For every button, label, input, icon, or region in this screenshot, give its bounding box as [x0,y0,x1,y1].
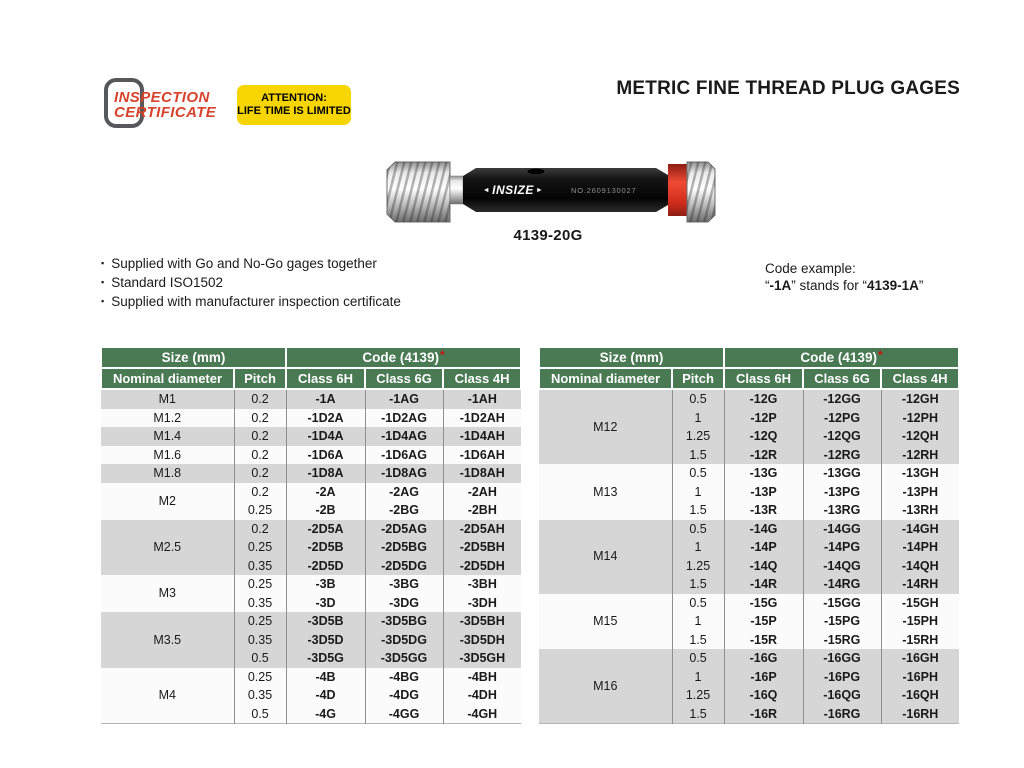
code-cell: -15R [724,631,803,650]
code-cell: -13GG [803,464,881,483]
feature-text: Supplied with Go and No-Go gages together [111,256,377,271]
code-cell: -3D5BH [443,612,521,631]
code-cell: -1D6AG [365,446,443,465]
code-cell: -13R [724,501,803,520]
code-cell: -12QG [803,427,881,446]
code-cell: -3D5GH [443,649,521,668]
code-cell: -14GH [881,520,959,539]
table-row [539,464,959,483]
code-cell: -15RH [881,631,959,650]
code-cell: -2AH [443,483,521,502]
table-header-group-row [101,347,521,368]
column-header: Class 4H [443,368,521,389]
code-cell: -3D [286,594,365,613]
code-cell: -14RG [803,575,881,594]
code-cell: -1D2AH [443,409,521,428]
table-row [101,575,521,594]
code-group-label: Code (4139) [800,350,877,365]
code-cell: -13PH [881,483,959,502]
pitch-cell: 0.2 [234,409,286,428]
code-cell: -16R [724,705,803,724]
feature-list [101,255,401,312]
feature-item [101,293,401,312]
code-cell: -4D [286,686,365,705]
code-cell: -14QG [803,557,881,576]
table-row [101,483,521,502]
pitch-cell: 1.5 [672,501,724,520]
code-cell: -15RG [803,631,881,650]
code-cell: -3D5G [286,649,365,668]
code-group-label: Code (4139) [362,350,439,365]
table-row [539,520,959,539]
code-cell: -1D4A [286,427,365,446]
attention-line2: LIFE TIME IS LIMITED [237,105,351,117]
pitch-cell: 1.5 [672,631,724,650]
code-cell: -16GH [881,649,959,668]
code-cell: -1D6A [286,446,365,465]
code-cell: -3D5GG [365,649,443,668]
code-cell: -12GH [881,389,959,409]
nominal-diameter-cell: M4 [101,668,234,724]
pitch-cell: 1 [672,538,724,557]
code-cell: -1AH [443,389,521,409]
pitch-cell: 0.2 [234,389,286,409]
code-cell: -14P [724,538,803,557]
code-cell: -16QH [881,686,959,705]
code-cell: -2B [286,501,365,520]
table-row [101,409,521,428]
code-cell: -14R [724,575,803,594]
pitch-cell: 0.5 [672,389,724,409]
pitch-cell: 0.5 [672,520,724,539]
pitch-cell: 0.35 [234,594,286,613]
size-group-header: Size (mm) [101,347,286,368]
code-cell: -16PG [803,668,881,687]
column-header: Pitch [234,368,286,389]
pitch-cell: 1 [672,612,724,631]
code-cell: -13RG [803,501,881,520]
pitch-cell: 0.2 [234,446,286,465]
nominal-diameter-cell: M13 [539,464,672,520]
code-cell: -2D5B [286,538,365,557]
table-header-group-row [539,347,959,368]
code-cell: -1A [286,389,365,409]
code-cell: -16QG [803,686,881,705]
code-cell: -12GG [803,389,881,409]
size-code-table-right [538,346,960,724]
code-cell: -2D5AH [443,520,521,539]
code-example-line [765,277,923,294]
pitch-cell: 1.25 [672,686,724,705]
column-header: Nominal diameter [539,368,672,389]
pitch-cell: 0.2 [234,483,286,502]
table-row [101,446,521,465]
pitch-cell: 0.2 [234,464,286,483]
code-cell: -2BG [365,501,443,520]
code-cell: -14PH [881,538,959,557]
left-arrow-icon: ◄ [482,186,491,194]
code-cell: -4DH [443,686,521,705]
nominal-diameter-cell: M1.6 [101,446,234,465]
nominal-diameter-cell: M1.4 [101,427,234,446]
code-short: -1A [769,278,792,293]
brand-logo [478,183,548,197]
feature-text: Standard ISO1502 [111,275,224,290]
code-cell: -12Q [724,427,803,446]
code-cell: -14RH [881,575,959,594]
code-cell: -3DG [365,594,443,613]
nominal-diameter-cell: M1 [101,389,234,409]
code-cell: -4B [286,668,365,687]
nominal-diameter-cell: M16 [539,649,672,724]
table-header-row [539,368,959,389]
pitch-cell: 1 [672,668,724,687]
attention-line1: ATTENTION: [261,92,327,104]
code-cell: -16G [724,649,803,668]
required-mark: * [439,348,445,362]
code-cell: -3D5DG [365,631,443,650]
code-cell: -15G [724,594,803,613]
feature-item [101,255,401,274]
pitch-cell: 0.25 [234,612,286,631]
feature-item [101,274,401,293]
code-cell: -4BH [443,668,521,687]
code-cell: -2D5BG [365,538,443,557]
column-header: Class 4H [881,368,959,389]
table-row [539,594,959,613]
brand-name: INSIZE [492,183,534,197]
code-cell: -2D5A [286,520,365,539]
code-cell: -1D2AG [365,409,443,428]
inspection-label: INSPECTION [114,89,210,106]
pitch-cell: 0.5 [672,464,724,483]
code-cell: -1D8A [286,464,365,483]
code-cell: -1D4AH [443,427,521,446]
pitch-cell: 1.25 [672,427,724,446]
table-row [101,427,521,446]
code-cell: -12RG [803,446,881,465]
code-cell: -1D6AH [443,446,521,465]
code-cell: -16P [724,668,803,687]
code-cell: -3D5D [286,631,365,650]
code-cell: -14QH [881,557,959,576]
pitch-cell: 0.35 [234,631,286,650]
stands-for-text: ” stands for “ [791,278,868,293]
code-cell: -2AG [365,483,443,502]
code-cell: -3D5BG [365,612,443,631]
nominal-diameter-cell: M2 [101,483,234,520]
nominal-diameter-cell: M15 [539,594,672,650]
quote: ” [918,278,924,293]
nominal-diameter-cell: M12 [539,389,672,464]
size-code-table [538,346,960,724]
column-header: Class 6G [803,368,881,389]
code-cell: -12PH [881,409,959,428]
column-header: Class 6H [724,368,803,389]
code-cell: -4G [286,705,365,724]
attention-badge [237,85,351,125]
size-code-table [100,346,522,724]
code-cell: -3BG [365,575,443,594]
column-header: Class 6H [286,368,365,389]
code-cell: -4GG [365,705,443,724]
code-cell: -15P [724,612,803,631]
pitch-cell: 0.5 [672,649,724,668]
code-cell: -15PG [803,612,881,631]
code-full: 4139-1A [867,278,919,293]
pitch-cell: 0.25 [234,668,286,687]
table-row [101,389,521,409]
certificate-label: CERTIFICATE [114,104,217,121]
column-header: Pitch [672,368,724,389]
code-example-label: Code example: [765,261,856,276]
column-header: Nominal diameter [101,368,234,389]
code-cell: -14GG [803,520,881,539]
code-cell: -4BG [365,668,443,687]
code-cell: -14PG [803,538,881,557]
table-row [101,520,521,539]
feature-text: Supplied with manufacturer inspection certificate [111,294,401,309]
code-cell: -2D5AG [365,520,443,539]
code-cell: -12QH [881,427,959,446]
code-cell: -16RG [803,705,881,724]
code-cell: -13P [724,483,803,502]
code-cell: -12P [724,409,803,428]
code-group-header [724,347,959,368]
table-header-row [101,368,521,389]
pitch-cell: 0.25 [234,575,286,594]
code-cell: -3D5B [286,612,365,631]
code-cell: -12R [724,446,803,465]
table-row [539,649,959,668]
serial-number: NO.2609130027 [571,186,637,195]
code-cell: -4GH [443,705,521,724]
code-cell: -1AG [365,389,443,409]
code-cell: -14Q [724,557,803,576]
code-cell: -12PG [803,409,881,428]
quote: “ [765,278,770,293]
thread-plug-gage-illustration [378,150,718,234]
table-row [101,612,521,631]
table-row [539,389,959,409]
code-cell: -13PG [803,483,881,502]
pitch-cell: 0.5 [672,594,724,613]
pitch-cell: 0.5 [234,649,286,668]
code-cell: -2BH [443,501,521,520]
code-group-header [286,347,521,368]
nominal-diameter-cell: M1.2 [101,409,234,428]
code-cell: -1D8AH [443,464,521,483]
code-cell: -15GG [803,594,881,613]
code-cell: -16RH [881,705,959,724]
code-cell: -15GH [881,594,959,613]
table-row [101,464,521,483]
column-header: Class 6G [365,368,443,389]
product-model: 4139-20G [513,227,583,244]
page-title: METRIC FINE THREAD PLUG GAGES [616,78,960,99]
inspection-certificate-logo [102,76,252,132]
pitch-cell: 0.35 [234,557,286,576]
size-group-header: Size (mm) [539,347,724,368]
nominal-diameter-cell: M14 [539,520,672,594]
code-example [765,260,923,294]
pitch-cell: 0.2 [234,520,286,539]
inspection-certificate-text [114,90,216,120]
pitch-cell: 0.2 [234,427,286,446]
code-cell: -2D5DG [365,557,443,576]
code-cell: -2D5D [286,557,365,576]
code-cell: -2D5DH [443,557,521,576]
code-cell: -1D8AG [365,464,443,483]
code-cell: -16Q [724,686,803,705]
pitch-cell: 0.5 [234,705,286,724]
code-cell: -3BH [443,575,521,594]
code-cell: -12RH [881,446,959,465]
code-cell: -3DH [443,594,521,613]
code-cell: -1D4AG [365,427,443,446]
code-cell: -12G [724,389,803,409]
code-cell: -13RH [881,501,959,520]
bullet-icon: ▪ [101,277,105,287]
right-arrow-icon: ► [535,186,544,194]
product-image [378,150,718,234]
code-cell: -16PH [881,668,959,687]
required-mark: * [877,348,883,362]
pitch-cell: 1.5 [672,575,724,594]
pitch-cell: 1 [672,483,724,502]
code-cell: -3B [286,575,365,594]
pitch-cell: 1 [672,409,724,428]
bullet-icon: ▪ [101,296,105,306]
nominal-diameter-cell: M2.5 [101,520,234,576]
code-cell: -3D5DH [443,631,521,650]
code-cell: -4DG [365,686,443,705]
pitch-cell: 1.5 [672,705,724,724]
code-cell: -16GG [803,649,881,668]
code-cell: -1D2A [286,409,365,428]
code-cell: -2D5BH [443,538,521,557]
code-cell: -14G [724,520,803,539]
nominal-diameter-cell: M3 [101,575,234,612]
size-code-table-left [100,346,522,724]
pitch-cell: 1.25 [672,557,724,576]
nominal-diameter-cell: M3.5 [101,612,234,668]
table-row [101,668,521,687]
pitch-cell: 0.35 [234,686,286,705]
code-cell: -2A [286,483,365,502]
pitch-cell: 1.5 [672,446,724,465]
nominal-diameter-cell: M1.8 [101,464,234,483]
code-cell: -13G [724,464,803,483]
pitch-cell: 0.25 [234,538,286,557]
code-cell: -13GH [881,464,959,483]
bullet-icon: ▪ [101,258,105,268]
code-cell: -15PH [881,612,959,631]
pitch-cell: 0.25 [234,501,286,520]
